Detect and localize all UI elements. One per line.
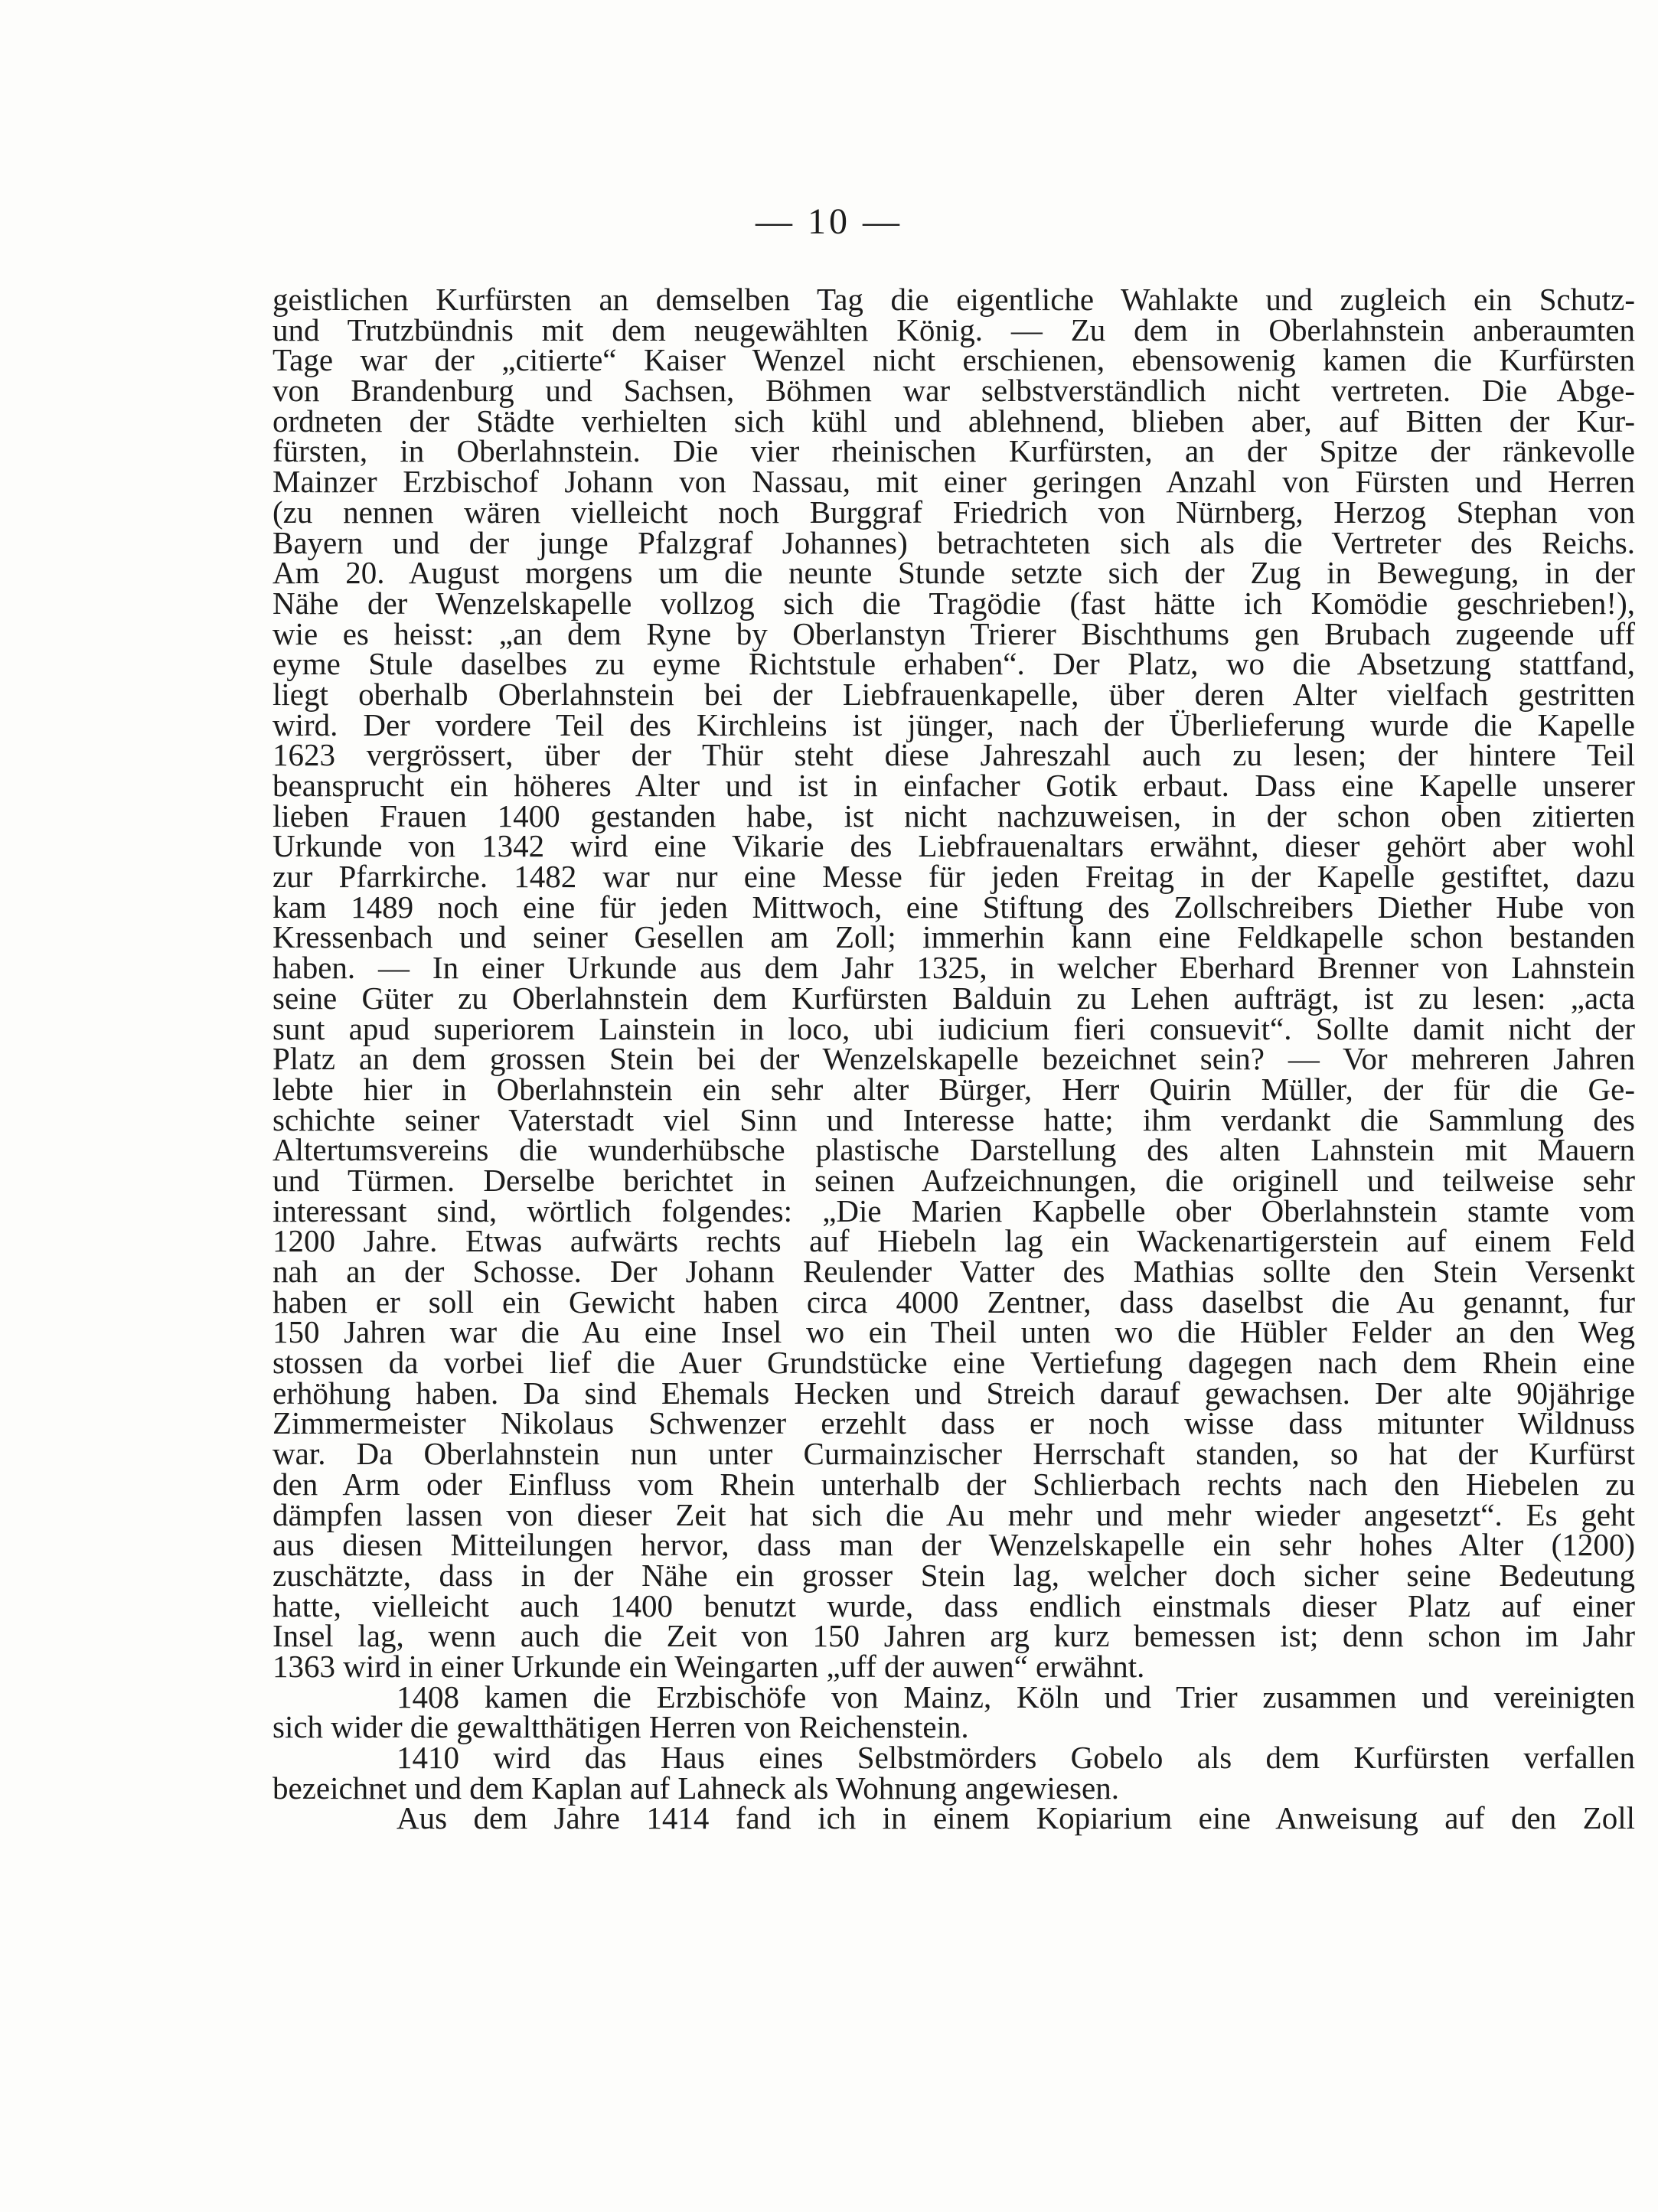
text-line: und Türmen. Derselbe berichtet in seinen Aufzeichnungen, die originell und teilweise sehr [273, 1162, 1635, 1198]
text-line: fürsten, in Oberlahnstein. Die vier rheinischen Kurfürsten, an der Spitze der ränkevolle [273, 433, 1635, 469]
text-line: interessant sind, wörtlich folgendes: „Die Marien Kapbelle ober Oberlahnstein stamte vom [273, 1192, 1635, 1228]
text-line: Kressenbach und seiner Gesellen am Zoll; immerhin kann eine Feldkapelle schon bestanden [273, 919, 1635, 955]
text-line: Insel lag, wenn auch die Zeit von 150 Jahren arg kurz bemessen ist; denn schon im Jahr [273, 1618, 1635, 1654]
text-line: stossen da vorbei lief die Auer Grundstücke eine Vertiefung dagegen nach dem Rhein eine [273, 1345, 1635, 1381]
text-line: geistlichen Kurfürsten an demselben Tag die eigentliche Wahlakte und zugleich ein Schutz- [273, 282, 1635, 317]
text-line: ordneten der Städte verhielten sich kühl und ablehnend, blieben aber, auf Bitten der Kur- [273, 403, 1635, 439]
text-line: Altertumsvereins die wunderhübsche plastische Darstellung des alten Lahnstein mit Mauern [273, 1132, 1635, 1168]
text-line: erhöhung haben. Da sind Ehemals Hecken und Streich darauf gewachsen. Der alte 90jährige [273, 1375, 1635, 1411]
text-line: 1408 kamen die Erzbischöfe von Mainz, Köln und Trier zusammen und vereinigten [397, 1679, 1635, 1714]
text-line: Zimmermeister Nikolaus Schwenzer erzehlt dass er noch wisse dass mitunter Wildnuss [273, 1405, 1635, 1441]
text-line: liegt oberhalb Oberlahnstein bei der Liebfrauenkapelle, über deren Alter vielfach gestritten [273, 676, 1635, 712]
text-line: nah an der Schosse. Der Johann Reulender Vatter des Mathias sollte den Stein Versenkt [273, 1254, 1635, 1289]
text-line: 1410 wird das Haus eines Selbstmörders Gobelo als dem Kurfürsten verfallen [397, 1740, 1635, 1775]
text-line: bezeichnet und dem Kaplan auf Lahneck als Wohnung angewiesen. [273, 1770, 1119, 1806]
text-line: hatte, vielleicht auch 1400 benutzt wurde, dass endlich einstmals dieser Platz auf einer [273, 1587, 1635, 1623]
text-line: Urkunde von 1342 wird eine Vikarie des Liebfrauenaltars erwähnt, dieser gehört aber wohl [273, 828, 1635, 864]
text-line: 1200 Jahre. Etwas aufwärts rechts auf Hiebeln lag ein Wackenartigerstein auf einem Feld [273, 1223, 1635, 1259]
text-line: Bayern und der junge Pfalzgraf Johannes) betrachteten sich als die Vertreter des Reichs. [273, 524, 1635, 560]
text-line: seine Güter zu Oberlahnstein dem Kurfürsten Balduin zu Lehen aufträgt, ist zu lesen: „acta [273, 980, 1635, 1016]
text-line: Tage war der „citierte“ Kaiser Wenzel nicht erschienen, ebensowenig kamen die Kurfürsten [273, 342, 1635, 378]
text-line: wird. Der vordere Teil des Kirchleins ist jünger, nach der Überlieferung wurde die Kapelle [273, 706, 1635, 742]
text-line: Nähe der Wenzelskapelle vollzog sich die Tragödie (fast hätte ich Komödie geschrieben!), [273, 585, 1635, 621]
text-line: den Arm oder Einfluss vom Rhein unterhalb der Schlierbach rechts nach den Hiebelen zu [273, 1466, 1635, 1502]
text-line: zuschätzte, dass in der Nähe ein grosser Stein lag, welcher doch sicher seine Bedeutung [273, 1557, 1635, 1593]
text-line: (zu nennen wären vielleicht noch Burggraf Friedrich von Nürnberg, Herzog Stephan von [273, 494, 1635, 530]
text-line: haben er soll ein Gewicht haben circa 4000 Zentner, dass daselbst die Au genannt, fur [273, 1284, 1635, 1320]
text-line: 1363 wird in einer Urkunde ein Weingarten „uff der auwen“ erwähnt. [273, 1648, 1145, 1684]
text-line: dämpfen lassen von dieser Zeit hat sich die Au mehr und mehr wieder angesetzt“. Es geht [273, 1496, 1635, 1532]
paragraph-3 [273, 1740, 1635, 1806]
text-line: sunt apud superiorem Lainstein in loco, ubi iudicium fieri consuevit“. Sollte damit nicht der [273, 1010, 1635, 1046]
text-line: kam 1489 noch eine für jeden Mittwoch, eine Stiftung des Zollschreibers Diether Hube von [273, 889, 1635, 925]
text-line: 1623 vergrössert, über der Thür steht diese Jahreszahl auch zu lesen; der hintere Teil [273, 737, 1635, 773]
text-line: und Trutzbündnis mit dem neugewählten König. — Zu dem in Oberlahnstein anberaumten [273, 312, 1635, 347]
text-line: sich wider die gewaltthätigen Herren von Reichenstein. [273, 1709, 969, 1745]
text-line: aus diesen Mitteilungen hervor, dass man der Wenzelskapelle ein sehr hohes Alter (1200) [273, 1527, 1635, 1563]
text-line: Mainzer Erzbischof Johann von Nassau, mit einer geringen Anzahl von Fürsten und Herren [273, 464, 1635, 500]
paragraph-1 [273, 282, 1635, 1684]
text-line: beansprucht ein höheres Alter und ist in einfacher Gotik erbaut. Dass eine Kapelle unserer [273, 768, 1635, 803]
text-line: zur Pfarrkirche. 1482 war nur eine Messe für jeden Freitag in der Kapelle gestiftet, dazu [273, 859, 1635, 895]
body-text [273, 282, 1635, 1836]
text-line: Aus dem Jahre 1414 fand ich in einem Kopiarium eine Anweisung auf den Zoll [397, 1800, 1635, 1836]
text-line: schichte seiner Vaterstadt viel Sinn und Interesse hatte; ihm verdankt die Sammlung des [273, 1101, 1635, 1137]
text-line: lieben Frauen 1400 gestanden habe, ist nicht nachzuweisen, in der schon oben zitierten [273, 798, 1635, 834]
text-line: haben. — In einer Urkunde aus dem Jahr 1325, in welcher Eberhard Brenner von Lahnstein [273, 950, 1635, 986]
text-line: Platz an dem grossen Stein bei der Wenzelskapelle bezeichnet sein? — Vor mehreren Jahren [273, 1041, 1635, 1077]
text-line: 150 Jahren war die Au eine Insel wo ein Theil unten wo die Hübler Felder an den Weg [273, 1314, 1635, 1350]
text-line: wie es heisst: „an dem Ryne by Oberlanstyn Trierer Bischthums gen Brubach zugeende uff [273, 615, 1635, 651]
paragraph-4 [273, 1800, 1635, 1836]
text-line: Am 20. August morgens um die neunte Stunde setzte sich der Zug in Bewegung, in der [273, 555, 1635, 591]
page-number: — 10 — [756, 201, 902, 242]
text-line: lebte hier in Oberlahnstein ein sehr alter Bürger, Herr Quirin Müller, der für die Ge- [273, 1071, 1635, 1107]
text-line: war. Da Oberlahnstein nun unter Curmainzischer Herrschaft standen, so hat der Kurfürst [273, 1436, 1635, 1472]
text-line: von Brandenburg und Sachsen, Böhmen war selbstverständlich nicht vertreten. Die Abge- [273, 373, 1635, 409]
paragraph-2 [273, 1679, 1635, 1745]
text-line: eyme Stule daselbes zu eyme Richtstule erhaben“. Der Platz, wo die Absetzung stattfand, [273, 646, 1635, 682]
